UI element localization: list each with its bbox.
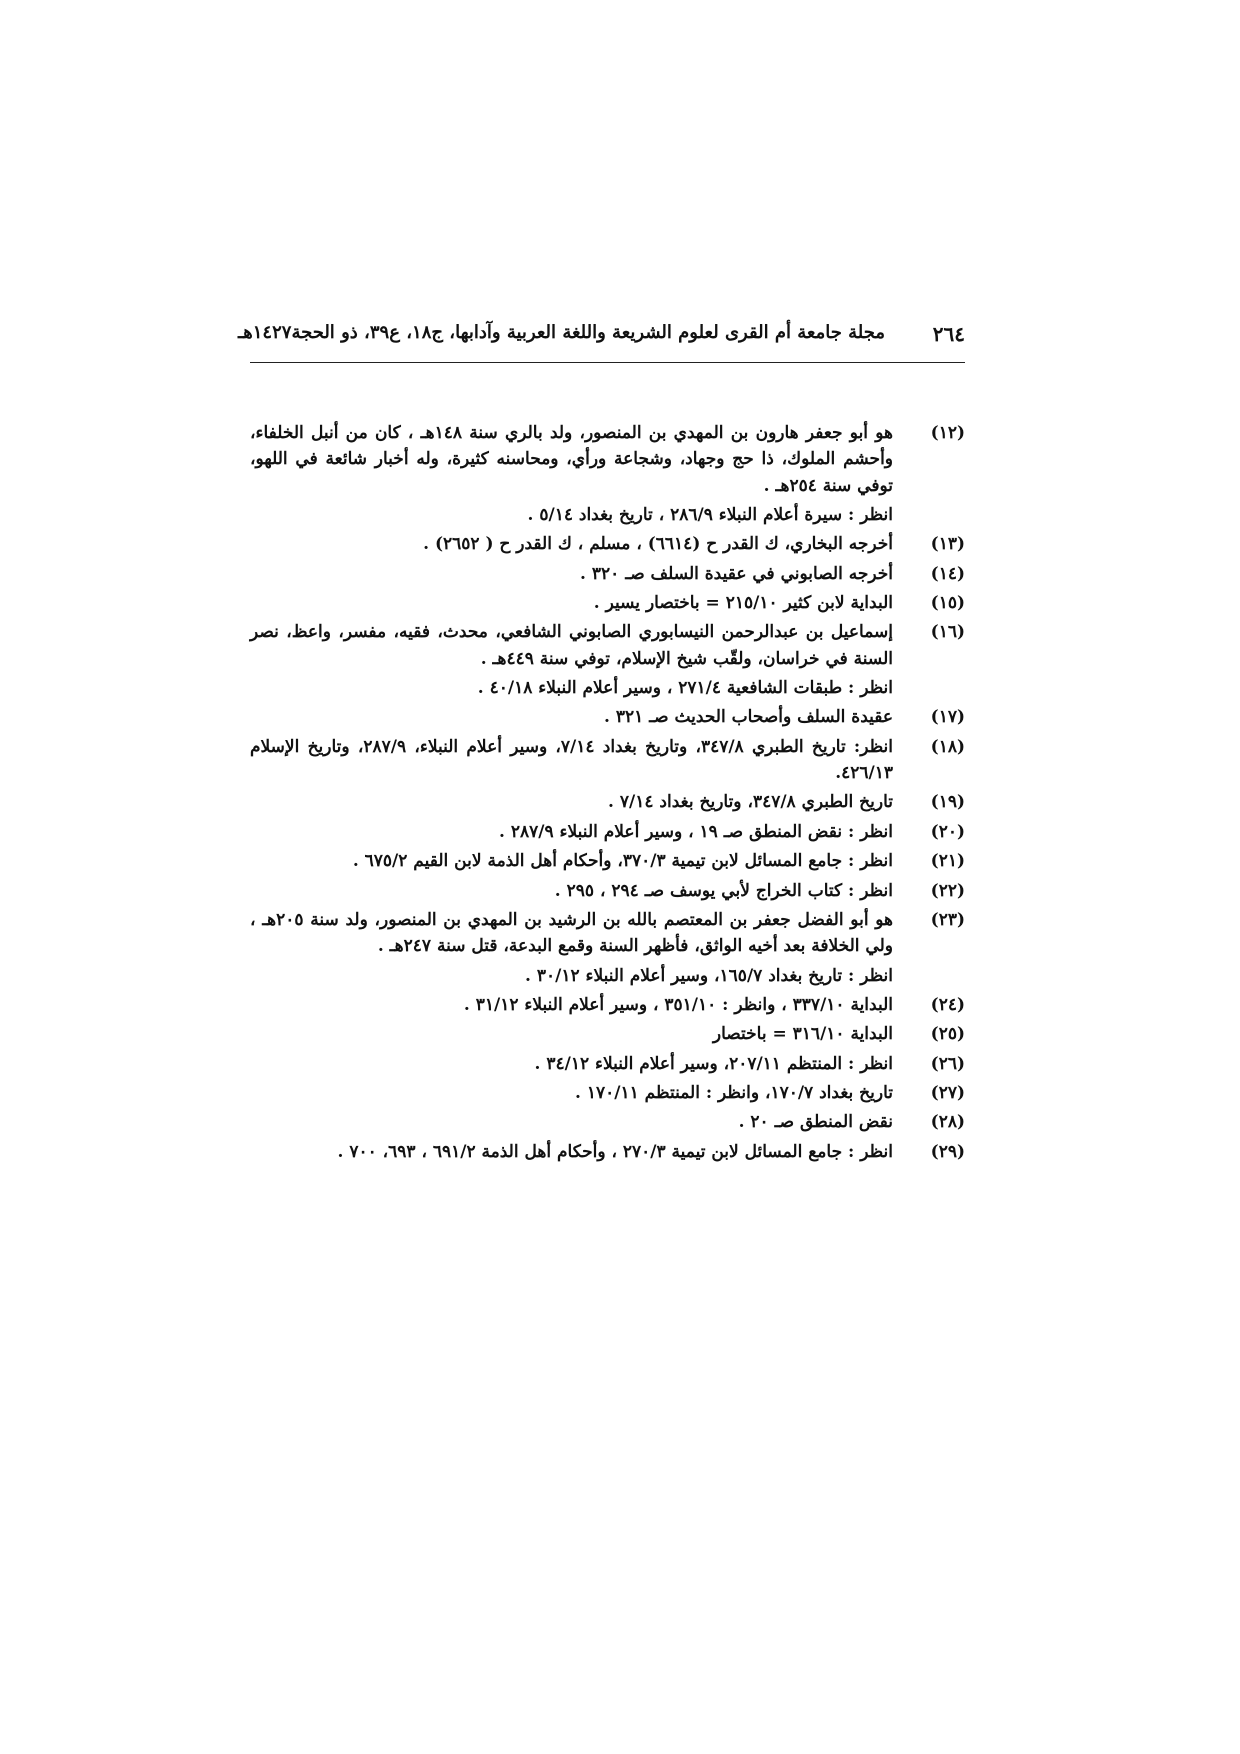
footnote <box>250 1051 965 1077</box>
footnote <box>250 590 965 616</box>
footnote-number: (٢١) <box>930 851 965 872</box>
footnote-text: انظر : المنتظم ٢٠٧/١١، وسير أعلام النبلاء ٣٤/١٢ . <box>534 1053 893 1074</box>
footnote-text: انظر : كتاب الخراج لأبي يوسف صـ ٢٩٤ ، ٢٩٥ . <box>554 880 893 901</box>
footnote <box>250 531 965 557</box>
footnote-number: (٢٣) <box>930 909 965 930</box>
header-divider <box>250 362 965 363</box>
footnote <box>250 561 965 587</box>
footnote-text: البداية ٣١٦/١٠ = باختصار <box>712 1024 893 1045</box>
footnote <box>250 734 965 787</box>
footnote-reference-line: انظر : طبقات الشافعية ٢٧١/٤ ، وسير أعلام النبلاء ٤٠/١٨ . <box>477 678 893 699</box>
footnote-number: (٢٦) <box>930 1053 965 1074</box>
footnote-text: أخرجه الصابوني في عقيدة السلف صـ ٣٢٠ . <box>580 563 893 584</box>
footnote <box>250 907 965 960</box>
footnote-number: (١٥) <box>930 593 965 614</box>
footnote-text: البداية لابن كثير ٢١٥/١٠ = باختصار يسير . <box>593 593 893 614</box>
footnote <box>250 704 965 730</box>
footnote <box>250 1109 965 1135</box>
footnote-number: (١٣) <box>930 534 965 555</box>
footnote <box>250 1021 965 1047</box>
footnote <box>250 1139 965 1165</box>
footnote <box>250 789 965 815</box>
footnote-text: انظر : جامع المسائل لابن تيمية ٣٧٠/٣، وأحكام أهل الذمة لابن القيم ٦٧٥/٢ . <box>352 851 893 872</box>
footnote-reference-line: انظر : تاريخ بغداد ١٦٥/٧، وسير أعلام النبلاء ٣٠/١٢ . <box>525 965 893 986</box>
journal-title: مجلة جامعة أم القرى لعلوم الشريعة واللغة العربية وآدابها، ج١٨، ع٣٩، ذو الحجة١٤٢٧هـ <box>238 322 885 343</box>
footnote-number: (٢٧) <box>930 1082 965 1103</box>
page-number: ٢٦٤ <box>932 322 965 346</box>
footnote <box>250 1080 965 1106</box>
footnote-text: نقض المنطق صـ ٢٠ . <box>738 1112 893 1133</box>
footnote-text: تاريخ الطبري ٣٤٧/٨، وتاريخ بغداد ٧/١٤ . <box>608 792 893 813</box>
footnote-text: انظر : جامع المسائل لابن تيمية ٢٧٠/٣ ، وأحكام أهل الذمة ٦٩١/٢ ، ٦٩٣، ٧٠٠ . <box>337 1141 893 1162</box>
footnote-number: (١٤) <box>930 563 965 584</box>
footnote <box>250 992 965 1018</box>
footnote-number: (١٩) <box>930 792 965 813</box>
footnote-text: أخرجه البخاري، ك القدر ح (٦٦١٤) ، مسلم ، ك القدر ح ( ٢٦٥٢) . <box>423 534 893 555</box>
footnote-text: هو أبو الفضل جعفر بن المعتصم بالله بن الرشيد بن المهدي بن المنصور، ولد سنة ٢٠٥هـ ، ولي الخلافة بعد أخيه الواثق، فأظهر السنة وقمع البدعة، قتل سنة ٢٤٧هـ . <box>250 909 893 957</box>
footnote-number: (٢٩) <box>930 1141 965 1162</box>
footnote-number: (١٦) <box>930 622 965 643</box>
footnote-number: (١٨) <box>930 736 965 757</box>
footnote-text: انظر : نقض المنطق صـ ١٩ ، وسير أعلام النبلاء ٢٨٧/٩ . <box>499 821 893 842</box>
footnote-number: (١٧) <box>930 707 965 728</box>
footnote-text: إسماعيل بن عبدالرحمن النيسابوري الصابوني الشافعي، محدث، فقيه، مفسر، واعظ، نصر السنة في خراسان، ولقّب شيخ الإسلام، توفي سنة ٤٤٩هـ . <box>250 622 893 669</box>
footnote-reference-line: انظر : سيرة أعلام النبلاء ٢٨٦/٩ ، تاريخ بغداد ٥/١٤ . <box>527 505 893 526</box>
footnote <box>250 848 965 874</box>
footnote-text: هو أبو جعفر هارون بن المهدي بن المنصور، ولد بالري سنة ١٤٨هـ ، كان من أنبل الخلفاء، وأحشم الملوك، ذا حج وجهاد، وشجاعة ورأي، ومحاسنه كثيرة، وله أخبار شائعة في اللهو، توفي سنة ٢٥٤هـ . <box>250 423 893 496</box>
footnote-number: (٢٢) <box>930 880 965 901</box>
footnote-number: (٢٤) <box>930 994 965 1015</box>
footnote-number: (٢٠) <box>930 821 965 842</box>
footnote-text: عقيدة السلف وأصحاب الحديث صـ ٣٢١ . <box>603 707 893 728</box>
footnote <box>250 878 965 904</box>
footnote-number: (٢٥) <box>930 1024 965 1045</box>
footnote <box>250 619 965 672</box>
footnote-number: (٢٨) <box>930 1112 965 1133</box>
footnote-text: تاريخ بغداد ١٧٠/٧، وانظر : المنتظم ١٧٠/١١ . <box>575 1082 893 1103</box>
footnote-text: انظر: تاريخ الطبري ٣٤٧/٨، وتاريخ بغداد ٧/١٤، وسير أعلام النبلاء، ٢٨٧/٩، وتاريخ الإسلام ٤٢٦/١٣. <box>250 736 893 784</box>
footnote <box>250 420 965 499</box>
footnotes-list <box>250 420 965 1168</box>
footnote-number: (١٢) <box>930 423 965 443</box>
footnote-text: البداية ٣٣٧/١٠ ، وانظر : ٣٥١/١٠ ، وسير أعلام النبلاء ٣١/١٢ . <box>463 994 893 1015</box>
footnote <box>250 819 965 845</box>
running-header <box>238 318 965 358</box>
